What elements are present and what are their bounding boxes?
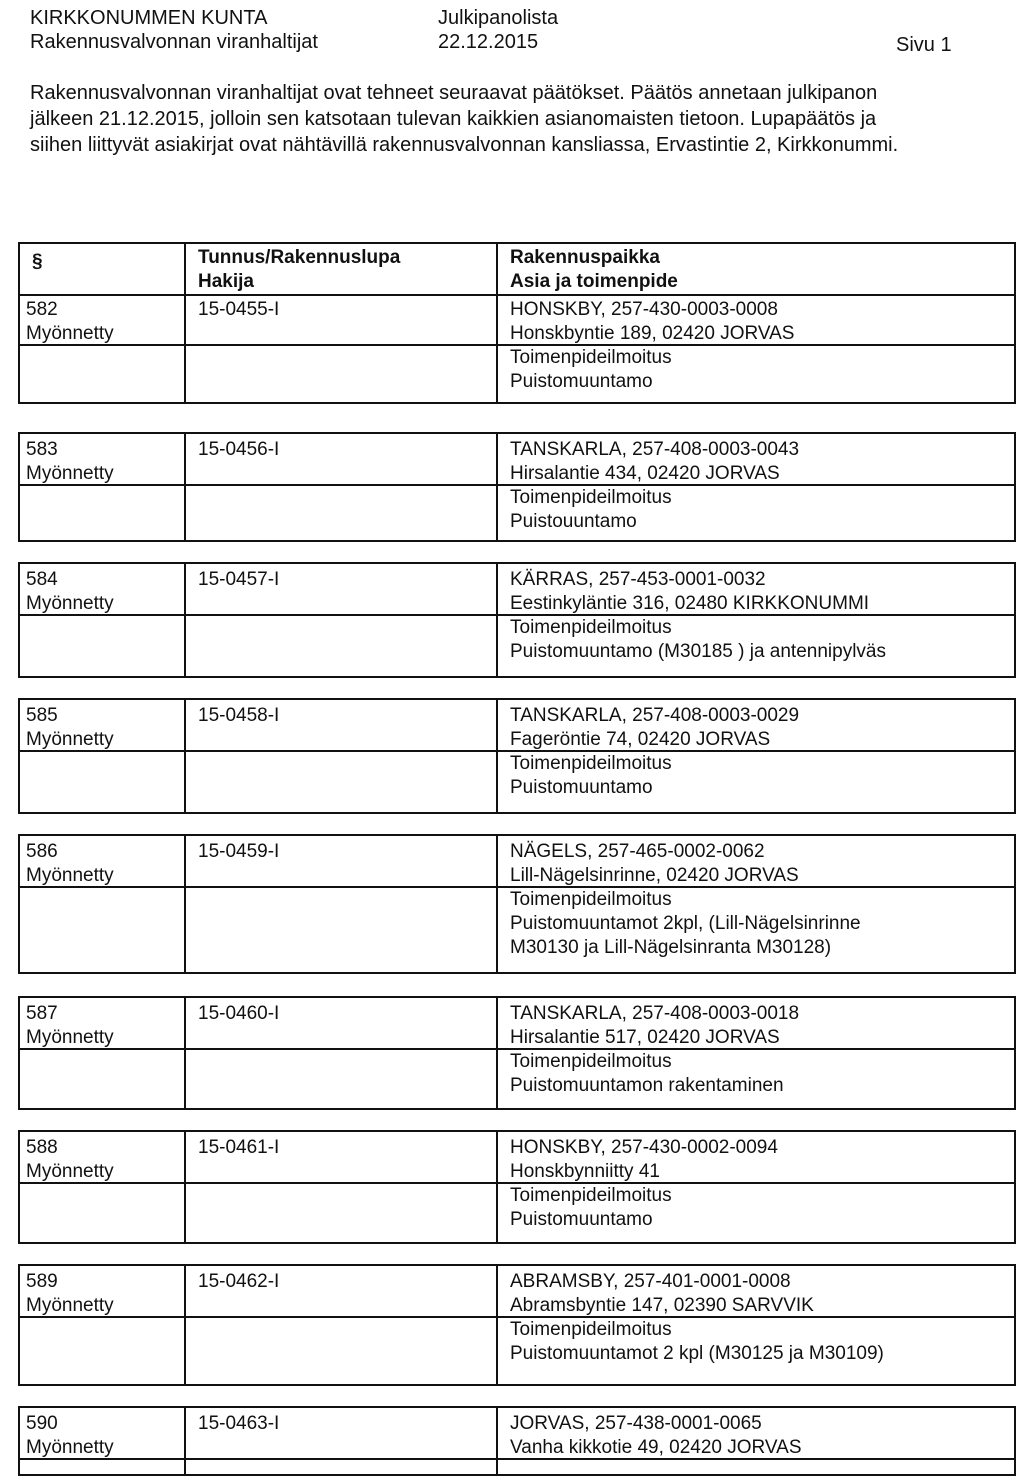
site-detail-line: Puistomuuntamo (M30185 ) ja antennipylväs — [510, 641, 886, 662]
permit-id: 15-0458-I — [198, 705, 280, 726]
applicant-header: Hakija — [198, 271, 254, 292]
site-detail-line: Abramsbyntie 147, 02390 SARVVIK — [510, 1295, 814, 1316]
decision-status: Myönnetty — [26, 1027, 114, 1048]
site-detail-line: Fageröntie 74, 02420 JORVAS — [510, 729, 771, 750]
site-detail-line: Puistomuuntamot 2 kpl (M30125 ja M30109) — [510, 1343, 884, 1364]
document-type: Julkipanolista — [438, 7, 559, 29]
section-header: § — [32, 251, 43, 272]
permit-id: 15-0463-I — [198, 1413, 280, 1434]
row-divider — [20, 294, 1014, 296]
permit-id: 15-0457-I — [198, 569, 280, 590]
action-header: Asia ja toimenpide — [510, 271, 678, 292]
site-detail-line: NÄGELS, 257-465-0002-0062 — [510, 841, 765, 862]
page-number: Sivu 1 — [896, 34, 952, 56]
decision-number: 587 — [26, 1003, 58, 1024]
table-row — [18, 1130, 1016, 1244]
decision-status: Myönnetty — [26, 1295, 114, 1316]
permit-header: Tunnus/Rakennuslupa — [198, 247, 401, 268]
site-detail-line: Puistouuntamo — [510, 511, 637, 532]
permit-id: 15-0461-I — [198, 1137, 280, 1158]
site-detail-line: Honskbyntie 189, 02420 JORVAS — [510, 323, 795, 344]
decision-number: 582 — [26, 299, 58, 320]
decision-number: 590 — [26, 1413, 58, 1434]
site-detail-line: Puistomuuntamo — [510, 371, 653, 392]
site-detail-line: Toimenpideilmoitus — [510, 1319, 672, 1340]
decision-status: Myönnetty — [26, 865, 114, 886]
site-header: Rakennuspaikka — [510, 247, 660, 268]
decision-status: Myönnetty — [26, 323, 114, 344]
site-detail-line: Puistomuuntamon rakentaminen — [510, 1075, 784, 1096]
decision-number: 584 — [26, 569, 58, 590]
decision-status: Myönnetty — [26, 1437, 114, 1458]
table-row — [18, 698, 1016, 814]
decision-number: 586 — [26, 841, 58, 862]
table-row — [18, 834, 1016, 974]
department-name: Rakennusvalvonnan viranhaltijat — [30, 31, 318, 53]
intro-paragraph — [30, 80, 1005, 158]
site-detail-line: TANSKARLA, 257-408-0003-0029 — [510, 705, 800, 726]
table-row — [18, 562, 1016, 678]
site-detail-line: HONSKBY, 257-430-0003-0008 — [510, 299, 778, 320]
table-row — [18, 432, 1016, 542]
decision-status: Myönnetty — [26, 729, 114, 750]
site-detail-line: Puistomuuntamo — [510, 777, 653, 798]
site-detail-line: KÄRRAS, 257-453-0001-0032 — [510, 569, 766, 590]
site-detail-line: Toimenpideilmoitus — [510, 617, 672, 638]
intro-line: Rakennusvalvonnan viranhaltijat ovat tehneet seuraavat päätökset. Päätös annetaan julkipanon — [30, 82, 878, 104]
table-header-and-row — [18, 242, 1016, 404]
permit-id: 15-0462-I — [198, 1271, 280, 1292]
site-detail-line: Toimenpideilmoitus — [510, 487, 672, 508]
decision-status: Myönnetty — [26, 463, 114, 484]
permit-id: 15-0455-I — [198, 299, 280, 320]
site-detail-line: Puistomuuntamot 2kpl, (Lill-Nägelsinrinne — [510, 913, 861, 934]
permit-id: 15-0460-I — [198, 1003, 280, 1024]
intro-line: jälkeen 21.12.2015, jolloin sen katsotaan tulevan kaikkien asianomaisten tietoon. Lupapäätös ja — [30, 108, 877, 130]
site-detail-line: Honskbynniitty 41 — [510, 1161, 660, 1182]
site-detail-line: Vanha kikkotie 49, 02420 JORVAS — [510, 1437, 802, 1458]
permit-id: 15-0459-I — [198, 841, 280, 862]
site-detail-line: HONSKBY, 257-430-0002-0094 — [510, 1137, 778, 1158]
site-detail-line: TANSKARLA, 257-408-0003-0018 — [510, 1003, 800, 1024]
table-row — [18, 996, 1016, 1110]
site-detail-line: M30130 ja Lill-Nägelsinranta M30128) — [510, 937, 832, 958]
table-row — [18, 1264, 1016, 1386]
site-detail-line: Eestinkyläntie 316, 02480 KIRKKONUMMI — [510, 593, 870, 614]
site-detail-line: ABRAMSBY, 257-401-0001-0008 — [510, 1271, 791, 1292]
org-name: KIRKKONUMMEN KUNTA — [30, 7, 268, 29]
site-detail-line: Toimenpideilmoitus — [510, 889, 672, 910]
table-row — [18, 1406, 1016, 1476]
decision-status: Myönnetty — [26, 1161, 114, 1182]
site-detail-line: Toimenpideilmoitus — [510, 1051, 672, 1072]
site-detail-line: Puistomuuntamo — [510, 1209, 653, 1230]
decision-number: 583 — [26, 439, 58, 460]
decision-number: 589 — [26, 1271, 58, 1292]
site-detail-line: Lill-Nägelsinrinne, 02420 JORVAS — [510, 865, 799, 886]
intro-line: siihen liittyvät asiakirjat ovat nähtävillä rakennusvalvonnan kansliassa, Ervastintie 2, Kirkkonummi. — [30, 134, 899, 156]
decision-status: Myönnetty — [26, 593, 114, 614]
site-detail-line: Toimenpideilmoitus — [510, 347, 672, 368]
permit-id: 15-0456-I — [198, 439, 280, 460]
document-date: 22.12.2015 — [438, 31, 539, 53]
site-detail-line: Hirsalantie 434, 02420 JORVAS — [510, 463, 780, 484]
site-detail-line: Toimenpideilmoitus — [510, 1185, 672, 1206]
site-detail-line: Hirsalantie 517, 02420 JORVAS — [510, 1027, 780, 1048]
site-detail-line: TANSKARLA, 257-408-0003-0043 — [510, 439, 800, 460]
site-detail-line: Toimenpideilmoitus — [510, 753, 672, 774]
decision-number: 588 — [26, 1137, 58, 1158]
site-detail-line: JORVAS, 257-438-0001-0065 — [510, 1413, 762, 1434]
decision-number: 585 — [26, 705, 58, 726]
